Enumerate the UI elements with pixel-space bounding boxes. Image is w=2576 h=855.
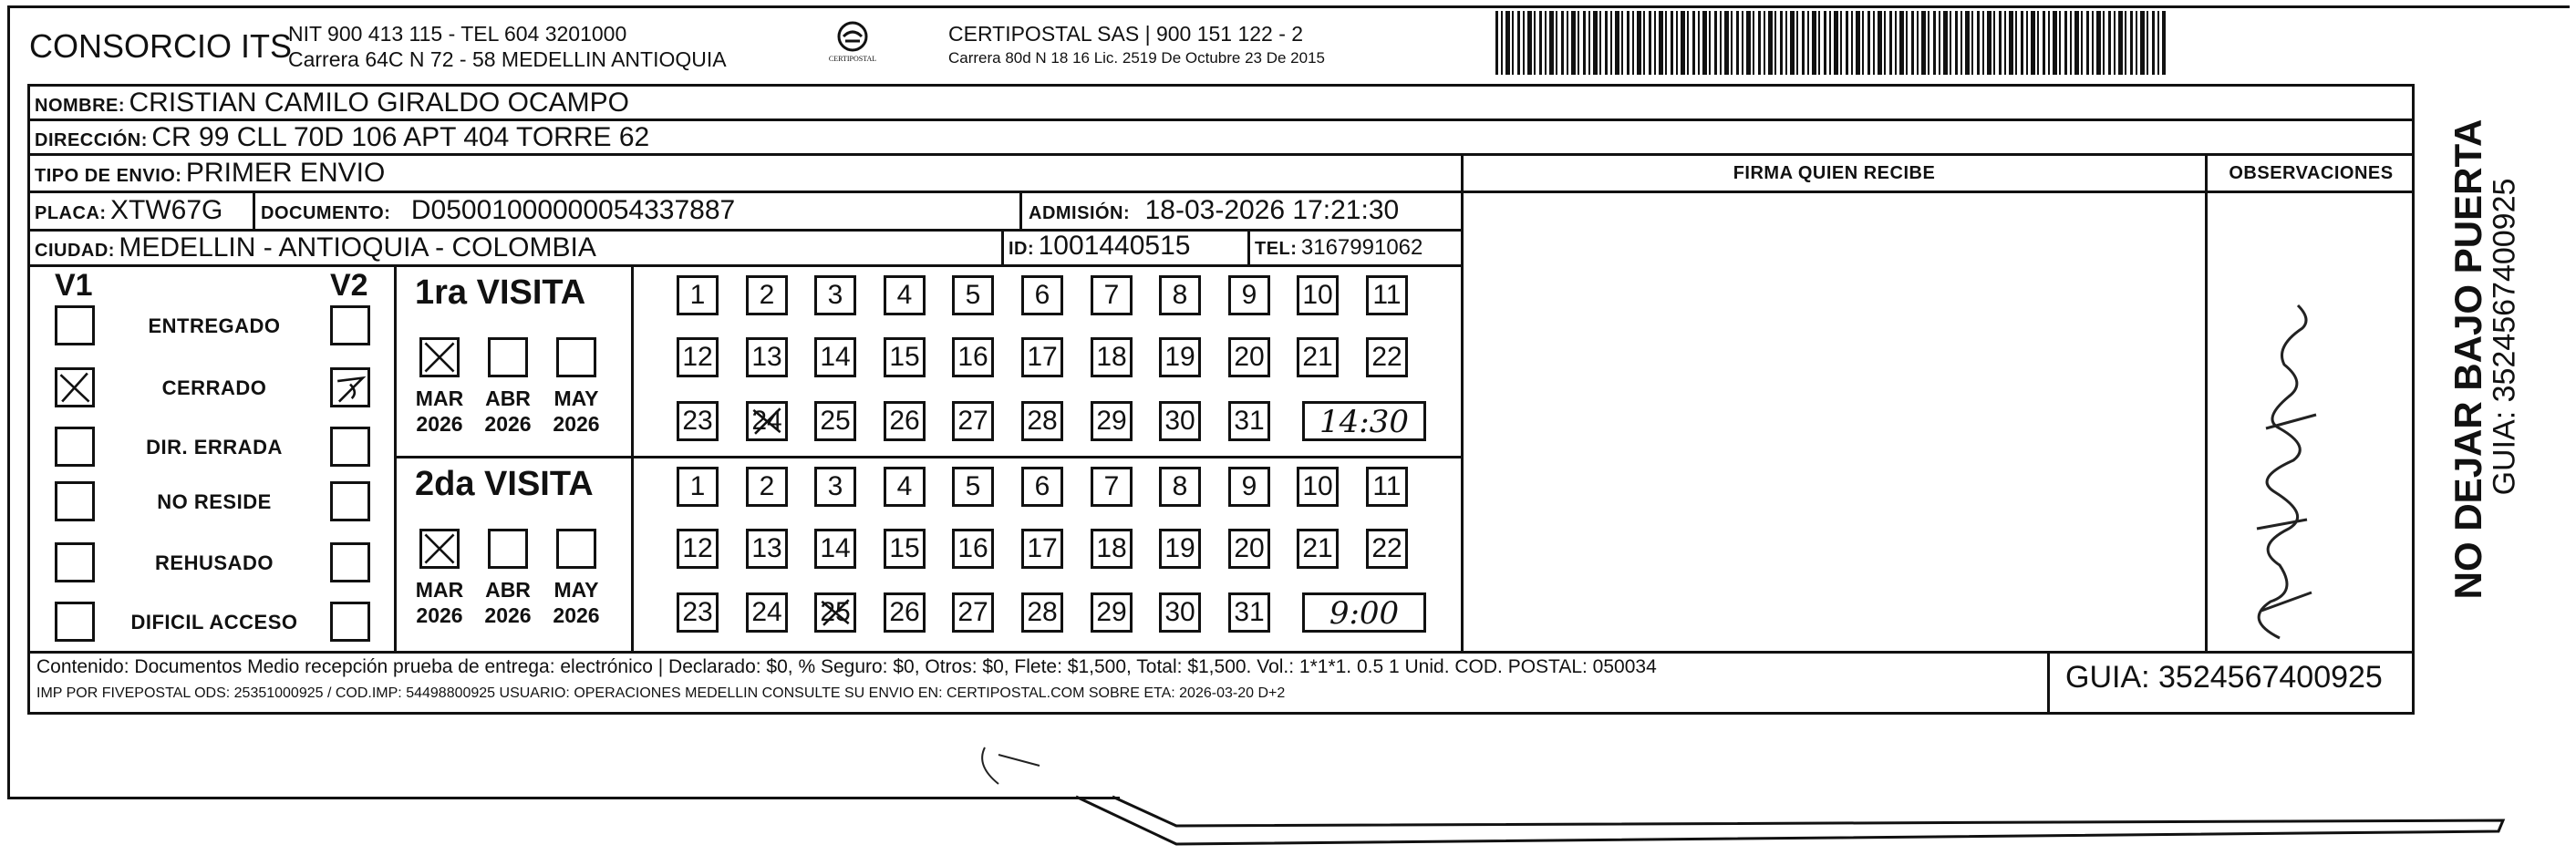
day-number: 21 (1302, 533, 1333, 563)
visit-divider (394, 456, 1463, 458)
tel-value: 3167991062 (1300, 235, 1423, 260)
day-number: 5 (965, 280, 981, 310)
day-number: 16 (957, 533, 988, 563)
day-number: 15 (889, 533, 920, 563)
day-cell[interactable] (1021, 592, 1063, 633)
tipo-label: TIPO DE ENVIO: (35, 166, 182, 186)
frame-left (7, 5, 10, 798)
day-cell[interactable] (952, 337, 994, 377)
admision-label: ADMISIÓN: (1029, 203, 1131, 223)
day-number: 22 (1371, 342, 1402, 372)
frame-top (7, 5, 2570, 8)
day-cell[interactable] (1091, 275, 1133, 315)
day-cell[interactable] (814, 592, 856, 633)
day-number: 10 (1302, 280, 1333, 310)
month-label: ABR (485, 386, 531, 410)
day-cell[interactable] (1091, 592, 1133, 633)
visit-time-box[interactable] (1302, 401, 1426, 441)
day-number: 12 (682, 533, 713, 563)
v2-checkbox[interactable] (330, 481, 370, 521)
day-cell[interactable] (1366, 337, 1408, 377)
v2-checkbox[interactable] (330, 542, 370, 582)
day-cell[interactable] (1091, 401, 1133, 441)
day-cross-mark (749, 404, 785, 438)
direccion-value: CR 99 CLL 70D 106 APT 404 TORRE 62 (151, 122, 650, 152)
day-number: 18 (1096, 533, 1127, 563)
day-number: 27 (957, 406, 988, 436)
day-cell[interactable] (1159, 275, 1201, 315)
visit-time: 14:30 (1319, 404, 1409, 440)
day-cell[interactable] (677, 401, 719, 441)
day-number: 27 (957, 597, 988, 627)
day-cell[interactable] (1021, 401, 1063, 441)
col-divider-placa (253, 191, 255, 229)
documento-value: D05001000000054337887 (410, 195, 736, 225)
side-guia: GUIA: 3524567400925 (2487, 178, 2522, 496)
observation-signature (2225, 292, 2334, 647)
nombre-value: CRISTIAN CAMILO GIRALDO OCAMPO (129, 88, 629, 118)
status-option-label: ENTREGADO (148, 314, 281, 337)
carrier-address: Carrera 80d N 18 16 Lic. 2519 De Octubre 23 De 2015 (948, 49, 1325, 67)
placa-label: PLACA: (35, 203, 107, 223)
day-number: 7 (1103, 471, 1120, 501)
day-number: 15 (889, 342, 920, 372)
day-number: 5 (965, 471, 981, 501)
placa-value: XTW67G (110, 195, 223, 225)
day-cell[interactable] (952, 275, 994, 315)
day-cell[interactable] (746, 529, 788, 569)
day-number: 8 (1172, 280, 1188, 310)
carrier-name: CERTIPOSTAL SAS | 900 151 122 - 2 (948, 22, 1304, 46)
admision-row (1029, 195, 1399, 226)
v1-checkbox[interactable] (55, 602, 95, 642)
status-option-label: REHUSADO (155, 551, 274, 574)
day-cell[interactable] (1091, 337, 1133, 377)
month-checkbox[interactable] (419, 337, 460, 377)
visit-title: 1ra VISITA (415, 273, 586, 312)
day-cell[interactable] (1021, 529, 1063, 569)
month-year-label: 2026 (553, 412, 600, 436)
day-cell[interactable] (1366, 275, 1408, 315)
day-number: 9 (1241, 280, 1257, 310)
day-cell[interactable] (814, 467, 856, 507)
company-name: CONSORCIO ITS (29, 27, 293, 65)
visit-title: 2da VISITA (415, 465, 594, 503)
month-label: ABR (485, 578, 531, 602)
row-divider-1 (27, 118, 2415, 121)
day-cell[interactable] (814, 401, 856, 441)
day-cell[interactable] (677, 592, 719, 633)
v2-checkbox[interactable] (330, 427, 370, 467)
day-number: 19 (1164, 533, 1195, 563)
admision-value: 18-03-2026 17:21:30 (1144, 195, 1400, 225)
day-number: 13 (751, 533, 782, 563)
day-cell[interactable] (884, 529, 926, 569)
day-number: 20 (1234, 342, 1265, 372)
v2-checkbox[interactable] (330, 602, 370, 642)
day-number: 4 (896, 280, 913, 310)
day-number: 18 (1096, 342, 1127, 372)
day-cell[interactable] (952, 529, 994, 569)
day-number: 6 (1034, 471, 1050, 501)
month-label: MAR (415, 578, 464, 602)
day-cell[interactable] (677, 529, 719, 569)
day-cell[interactable] (746, 467, 788, 507)
v1-checkbox[interactable] (55, 427, 95, 467)
day-cell[interactable] (884, 401, 926, 441)
tel-row (1255, 235, 1422, 261)
documento-label: DOCUMENTO: (261, 203, 391, 223)
day-number: 21 (1302, 342, 1333, 372)
day-number: 24 (751, 406, 782, 436)
day-cell[interactable] (1297, 467, 1339, 507)
day-number: 1 (689, 471, 706, 501)
day-cell[interactable] (1228, 592, 1270, 633)
day-cross-mark (817, 595, 853, 630)
row-divider-2 (27, 153, 2415, 156)
day-cell[interactable] (952, 467, 994, 507)
status-option-label: NO RESIDE (157, 490, 272, 513)
day-cell[interactable] (1228, 337, 1270, 377)
day-cell[interactable] (1021, 275, 1063, 315)
day-cell[interactable] (1021, 467, 1063, 507)
nombre-label: NOMBRE: (35, 96, 126, 116)
footer-guia: GUIA: 3524567400925 (2065, 660, 2383, 695)
day-number: 3 (827, 471, 843, 501)
day-number: 6 (1034, 280, 1050, 310)
day-number: 30 (1164, 406, 1195, 436)
day-number: 16 (957, 342, 988, 372)
day-number: 26 (889, 406, 920, 436)
month-label: MAY (553, 386, 599, 410)
col-divider-tel (1247, 229, 1250, 264)
month-year-label: 2026 (416, 412, 463, 436)
day-cell[interactable] (677, 467, 719, 507)
v1-checkbox[interactable] (55, 542, 95, 582)
day-cell[interactable] (1228, 529, 1270, 569)
day-number: 17 (1027, 342, 1058, 372)
status-option-label: DIFICIL ACCESO (130, 611, 298, 634)
day-number: 19 (1164, 342, 1195, 372)
v1-checkbox[interactable] (55, 305, 95, 345)
day-cell[interactable] (677, 275, 719, 315)
id-label: ID: (1009, 239, 1035, 259)
day-number: 14 (820, 533, 851, 563)
day-number: 25 (820, 406, 851, 436)
day-number: 24 (751, 597, 782, 627)
day-number: 20 (1234, 533, 1265, 563)
envelope-edge (0, 729, 2576, 855)
row-divider-footer (27, 651, 2415, 654)
day-number: 28 (1027, 597, 1058, 627)
col-divider-admision (1019, 191, 1022, 229)
day-number: 1 (689, 280, 706, 310)
day-number: 25 (820, 597, 851, 627)
row-divider-3 (27, 191, 2415, 193)
day-cell[interactable] (884, 467, 926, 507)
month-checkbox[interactable] (556, 337, 596, 377)
status-option-label: DIR. ERRADA (146, 436, 283, 458)
day-cell[interactable] (1297, 529, 1339, 569)
day-number: 8 (1172, 471, 1188, 501)
v1-label: V1 (55, 268, 93, 303)
v2-checkbox[interactable] (330, 367, 370, 407)
day-cell[interactable] (1297, 275, 1339, 315)
day-cell[interactable] (884, 337, 926, 377)
direccion-label: DIRECCIÓN: (35, 130, 148, 150)
day-cell[interactable] (1366, 467, 1408, 507)
day-cell[interactable] (814, 529, 856, 569)
nombre-row (35, 88, 629, 118)
day-cell[interactable] (1021, 337, 1063, 377)
day-cell[interactable] (1159, 401, 1201, 441)
ciudad-row (35, 232, 596, 263)
day-number: 30 (1164, 597, 1195, 627)
day-cell[interactable] (952, 592, 994, 633)
footer-content-line: Contenido: Documentos Medio recepción prueba de entrega: electrónico | Declarado: $0, % Seguro: $0, Otros: $0, Flete: $1,500, Total: $1,500. Vol.: 1*1*1. 0.5 1 Unid. COD. POSTAL: 050034 (36, 656, 1657, 677)
day-number: 17 (1027, 533, 1058, 563)
day-cell[interactable] (952, 401, 994, 441)
day-number: 2 (759, 280, 775, 310)
month-year-label: 2026 (484, 412, 532, 436)
ciudad-label: CIUDAD: (35, 241, 115, 261)
col-divider-firma (1461, 153, 1464, 651)
day-cell[interactable] (1228, 401, 1270, 441)
day-cell[interactable] (884, 275, 926, 315)
day-cell[interactable] (1228, 467, 1270, 507)
day-cell[interactable] (746, 401, 788, 441)
day-cell[interactable] (746, 592, 788, 633)
day-number: 11 (1372, 280, 1402, 310)
observaciones-label: OBSERVACIONES (2229, 163, 2394, 183)
day-number: 9 (1241, 471, 1257, 501)
row-divider-5 (27, 264, 1464, 267)
day-number: 29 (1096, 597, 1127, 627)
visit-time: 9:00 (1329, 595, 1400, 632)
month-checkbox[interactable] (488, 337, 528, 377)
v2-checkbox[interactable] (330, 305, 370, 345)
footer-print-line: IMP POR FIVEPOSTAL ODS: 25351000925 / COD.IMP: 54498800925 USUARIO: OPERACIONES MEDELLIN CONSULTE SU ENVIO EN: CERTIPOSTAL.COM SOBRE ETA: 2026-03-20 D+2 (36, 685, 1286, 701)
day-cell[interactable] (1366, 529, 1408, 569)
ciudad-value: MEDELLIN - ANTIOQUIA - COLOMBIA (119, 232, 596, 263)
day-number: 10 (1302, 471, 1333, 501)
day-cell[interactable] (746, 337, 788, 377)
tel-label: TEL: (1255, 239, 1298, 259)
day-number: 3 (827, 280, 843, 310)
barcode (1495, 11, 2166, 75)
day-cell[interactable] (1159, 337, 1201, 377)
day-number: 11 (1372, 471, 1402, 501)
col-divider-guia (2047, 651, 2050, 715)
v1-checkbox[interactable] (55, 367, 95, 407)
day-cell[interactable] (1228, 275, 1270, 315)
day-number: 31 (1234, 406, 1265, 436)
day-number: 26 (889, 597, 920, 627)
col-divider-id (1001, 229, 1004, 264)
day-number: 29 (1096, 406, 1127, 436)
certipostal-logo (825, 16, 880, 73)
v2-label: V2 (330, 268, 368, 303)
direccion-row (35, 122, 649, 153)
day-cell[interactable] (814, 337, 856, 377)
day-number: 22 (1371, 533, 1402, 563)
month-label: MAR (415, 386, 464, 410)
col-divider-obs (2205, 153, 2208, 651)
day-number: 23 (682, 597, 713, 627)
company-address: Carrera 64C N 72 - 58 MEDELLIN ANTIOQUIA (288, 47, 727, 71)
day-cell[interactable] (677, 337, 719, 377)
day-cell[interactable] (884, 592, 926, 633)
status-option-label: CERRADO (161, 376, 267, 399)
tipo-row (35, 158, 385, 189)
day-number: 12 (682, 342, 713, 372)
side-no-dejar: NO DEJAR BAJO PUERTA (2447, 118, 2489, 600)
month-year-label: 2026 (416, 603, 463, 627)
month-checkbox[interactable] (488, 529, 528, 569)
tipo-value: PRIMER ENVIO (185, 158, 386, 188)
day-number: 28 (1027, 406, 1058, 436)
logo-text: CERTIPOSTAL (828, 55, 877, 63)
day-cell[interactable] (1091, 529, 1133, 569)
day-number: 7 (1103, 280, 1120, 310)
day-number: 31 (1234, 597, 1265, 627)
v1-checkbox[interactable] (55, 481, 95, 521)
day-number: 23 (682, 406, 713, 436)
day-number: 2 (759, 471, 775, 501)
day-cell[interactable] (1297, 337, 1339, 377)
id-row (1009, 231, 1190, 262)
day-cell[interactable] (1159, 529, 1201, 569)
company-nit: NIT 900 413 115 - TEL 604 3201000 (288, 22, 627, 46)
day-cell[interactable] (814, 275, 856, 315)
visit-time-box[interactable] (1302, 592, 1426, 633)
side-notice (2418, 100, 2522, 620)
placa-row (35, 195, 222, 226)
day-number: 4 (896, 471, 913, 501)
month-year-label: 2026 (484, 603, 532, 627)
firma-label: FIRMA QUIEN RECIBE (1733, 163, 1936, 183)
month-year-label: 2026 (553, 603, 600, 627)
day-cell[interactable] (1159, 592, 1201, 633)
day-number: 13 (751, 342, 782, 372)
documento-row (261, 195, 735, 226)
month-checkbox[interactable] (419, 529, 460, 569)
month-checkbox[interactable] (556, 529, 596, 569)
day-cell[interactable] (1159, 467, 1201, 507)
id-value: 1001440515 (1038, 231, 1191, 261)
day-number: 14 (820, 342, 851, 372)
month-label: MAY (553, 578, 599, 602)
day-cell[interactable] (1091, 467, 1133, 507)
day-cell[interactable] (746, 275, 788, 315)
